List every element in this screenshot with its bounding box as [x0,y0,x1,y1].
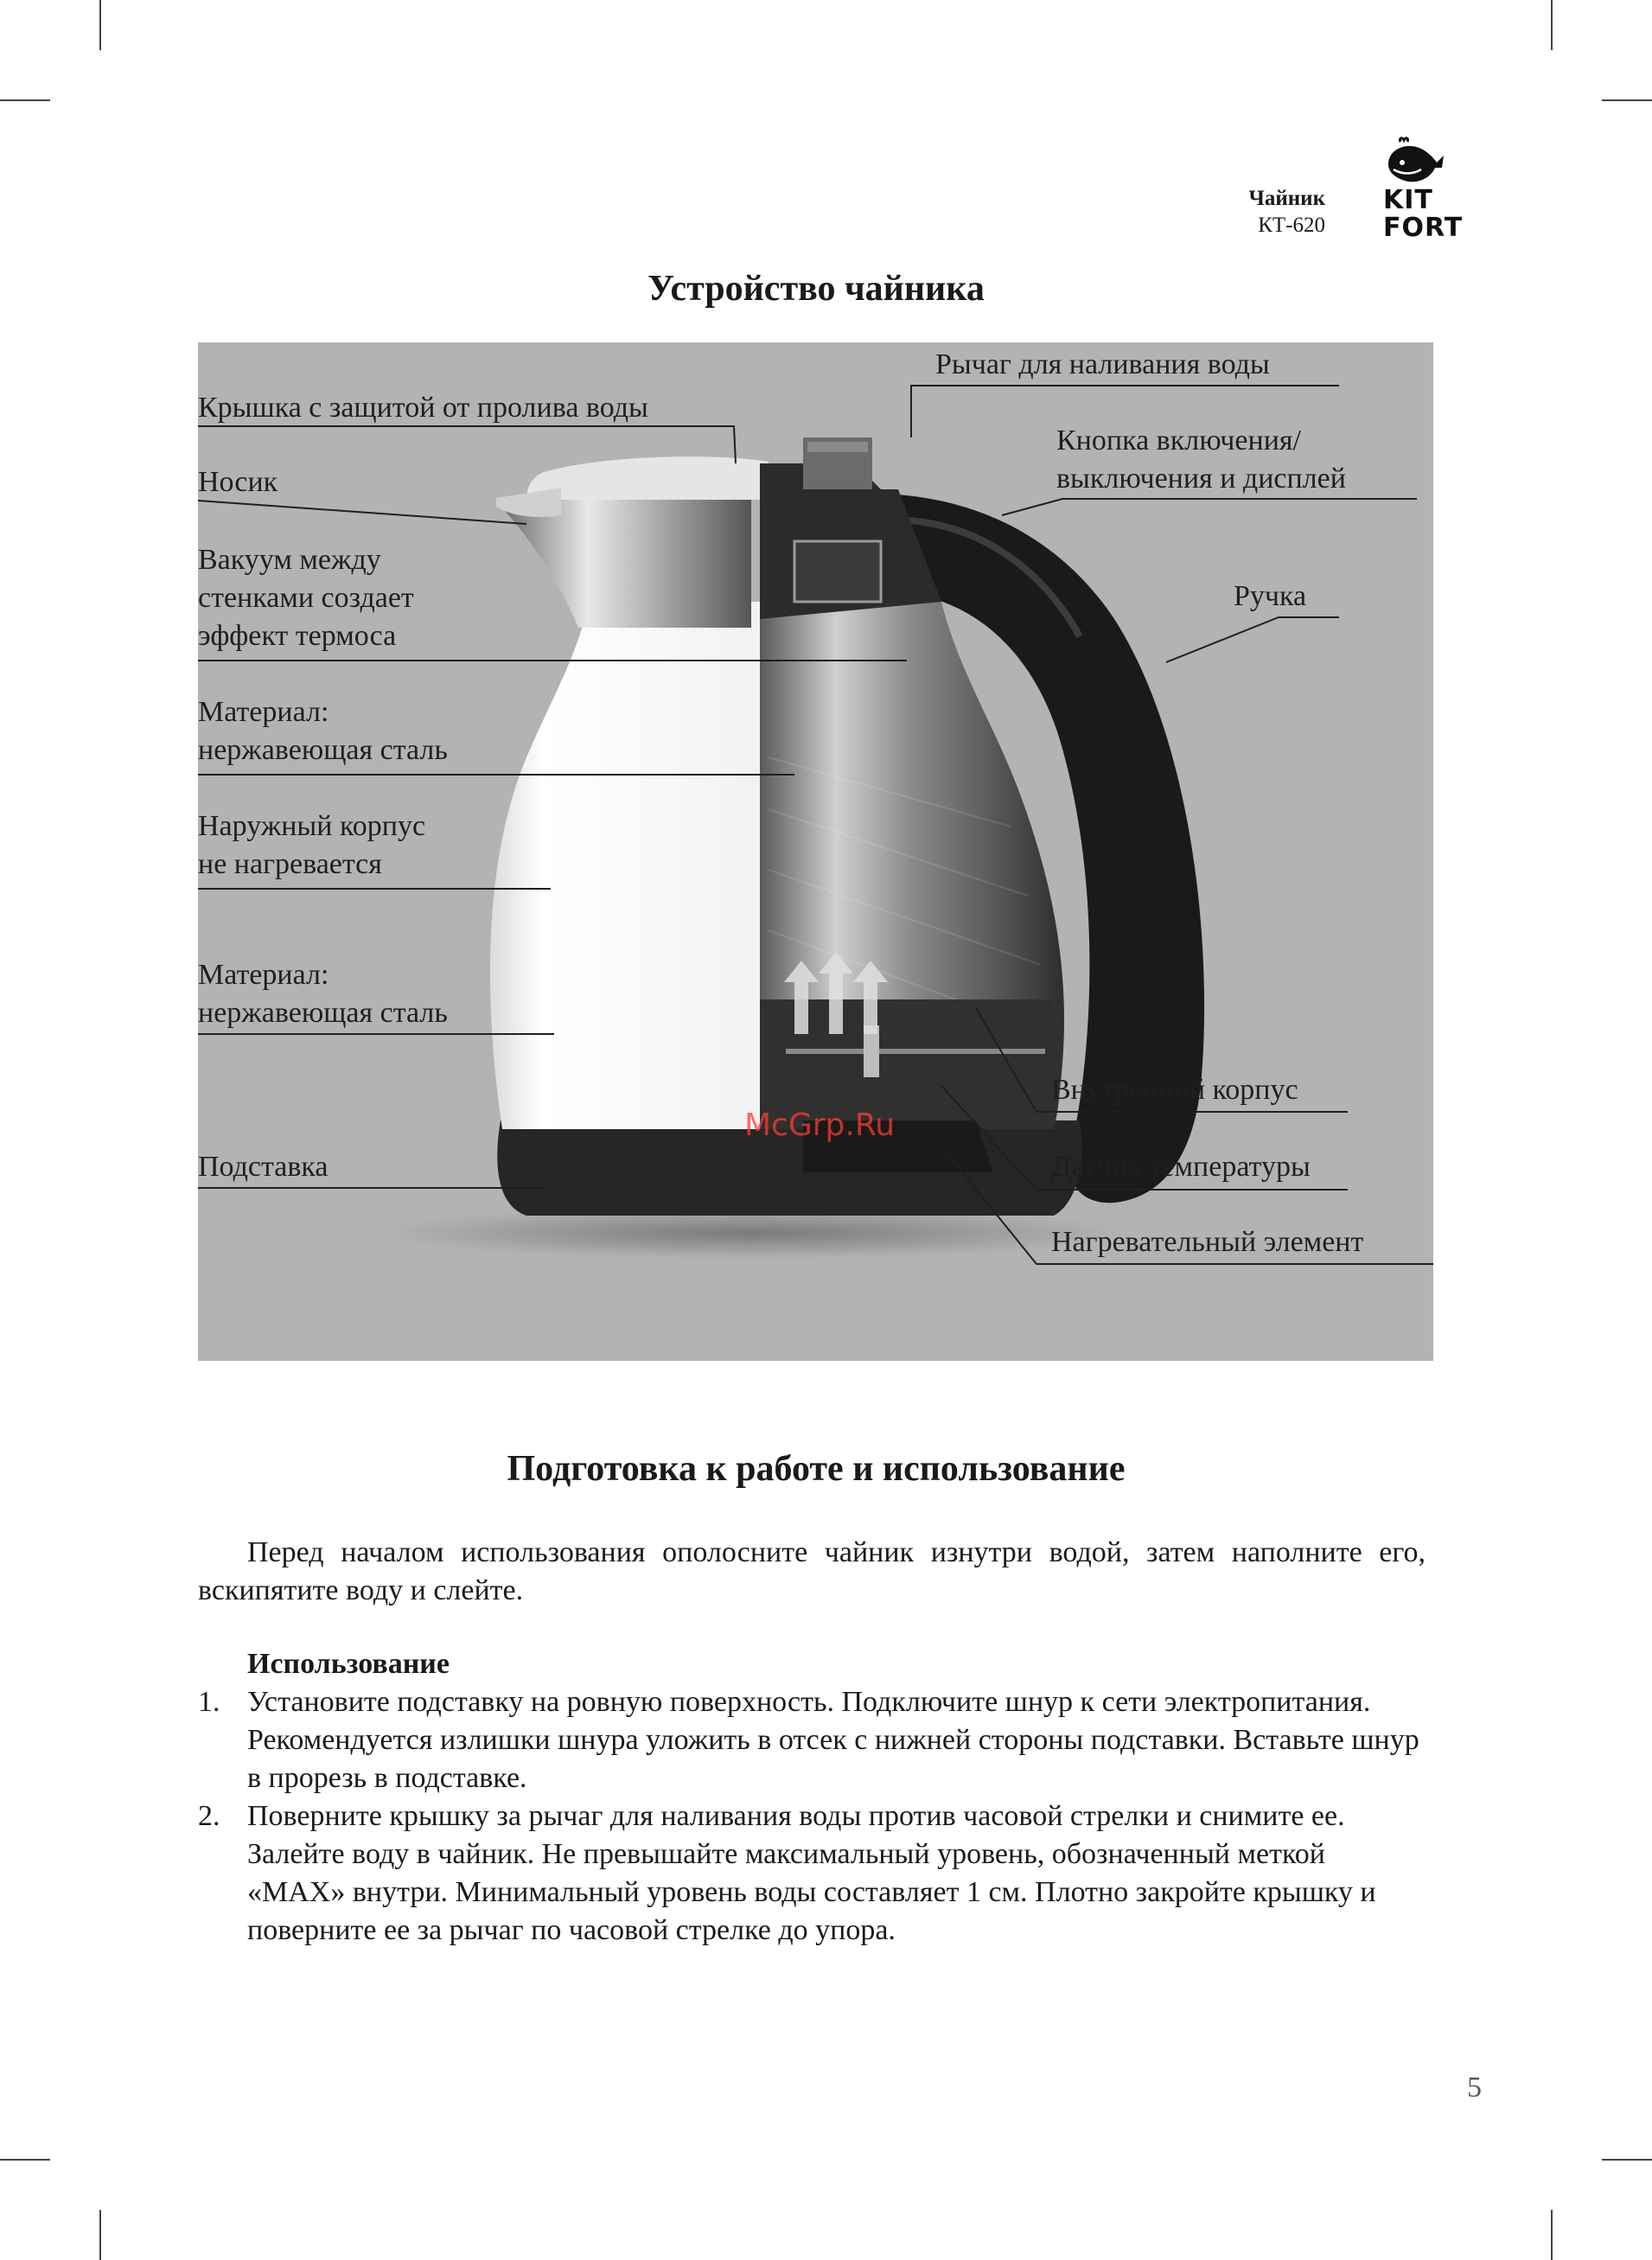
header-product: Чайник [1248,187,1325,210]
crop-mark [0,2159,50,2161]
running-header [1152,185,1325,239]
label-material-2a: Материал: [198,959,329,991]
label-button-1: Кнопка включения/ [1056,425,1301,456]
label-handle: Ручка [1234,580,1307,612]
section-title-device: Устройство чайника [647,269,985,309]
label-heater: Нагревательный элемент [1051,1226,1364,1258]
watermark: McGrp.Ru [744,1108,896,1143]
intro-paragraph [198,1534,1426,1610]
crop-mark [1551,2210,1553,2260]
label-lid: Крышка с защитой от пролива воды [198,392,648,424]
crop-mark [1602,99,1652,101]
label-lever: Рычаг для наливания воды [935,348,1270,380]
list-item [198,1683,1426,1797]
list-item-number: 2. [198,1800,220,1832]
kettle-diagram [198,342,1433,1361]
label-spout: Носик [198,466,278,498]
label-material-1a: Материал: [198,696,329,728]
section-title-usage: Подготовка к работе и использование [507,1449,1126,1489]
list-item-text: Установите подставку на ровную поверхность. Подключите шнур к сети электропитания. Рекомендуется излишки шнура уложить в отсек с нижней стороны подставки. Вставьте шнур в прорезь в подставке. [247,1686,1419,1794]
label-material-2b: нержавеющая сталь [198,997,448,1029]
label-outer-2: не нагревается [198,848,382,880]
logo-line-1: KIT [1383,185,1433,215]
crop-mark [1602,2159,1652,2161]
label-material-1b: нержавеющая сталь [198,734,448,766]
label-vacuum-1: Вакуум между [198,544,381,576]
label-outer-1: Наружный корпус [198,810,426,842]
list-item-text: Поверните крышку за рычаг для наливания воды против часовой стрелки и снимите ее. Залейте воду в чайник. Не превышайте максимальный уровень, обозначенный меткой «MAX» внутри. Минимальный уровень воды составляет 1 см. Плотно закройте крышку и поверните ее за рычаг по часовой стрелке до упора. [247,1800,1376,1946]
intro-text: Перед началом использования ополосните чайник изнутри водой, затем наполните его, вскипятите воду и слейте. [198,1536,1426,1606]
label-sensor: Датчик температуры [1051,1151,1311,1183]
crop-mark [99,2210,101,2260]
list-item [198,1797,1426,1950]
label-base: Подставка [198,1151,328,1183]
label-inner: Внутренний корпус [1051,1074,1298,1106]
whale-icon [1383,137,1445,187]
brand-logo [1383,137,1470,242]
header-model: КТ-620 [1258,214,1325,237]
crop-mark [1551,0,1553,50]
crop-mark [0,99,50,101]
label-button-2: выключения и дисплей [1056,463,1346,495]
usage-list [198,1683,1426,1950]
subheading-usage: Использование [247,1648,450,1680]
page-number: 5 [1467,2072,1482,2104]
list-item-number: 1. [198,1686,220,1718]
crop-mark [99,0,101,50]
label-vacuum-2: стенками создает [198,582,414,614]
logo-line-2: FORT [1383,213,1464,243]
label-vacuum-3: эффект термоса [198,620,397,652]
